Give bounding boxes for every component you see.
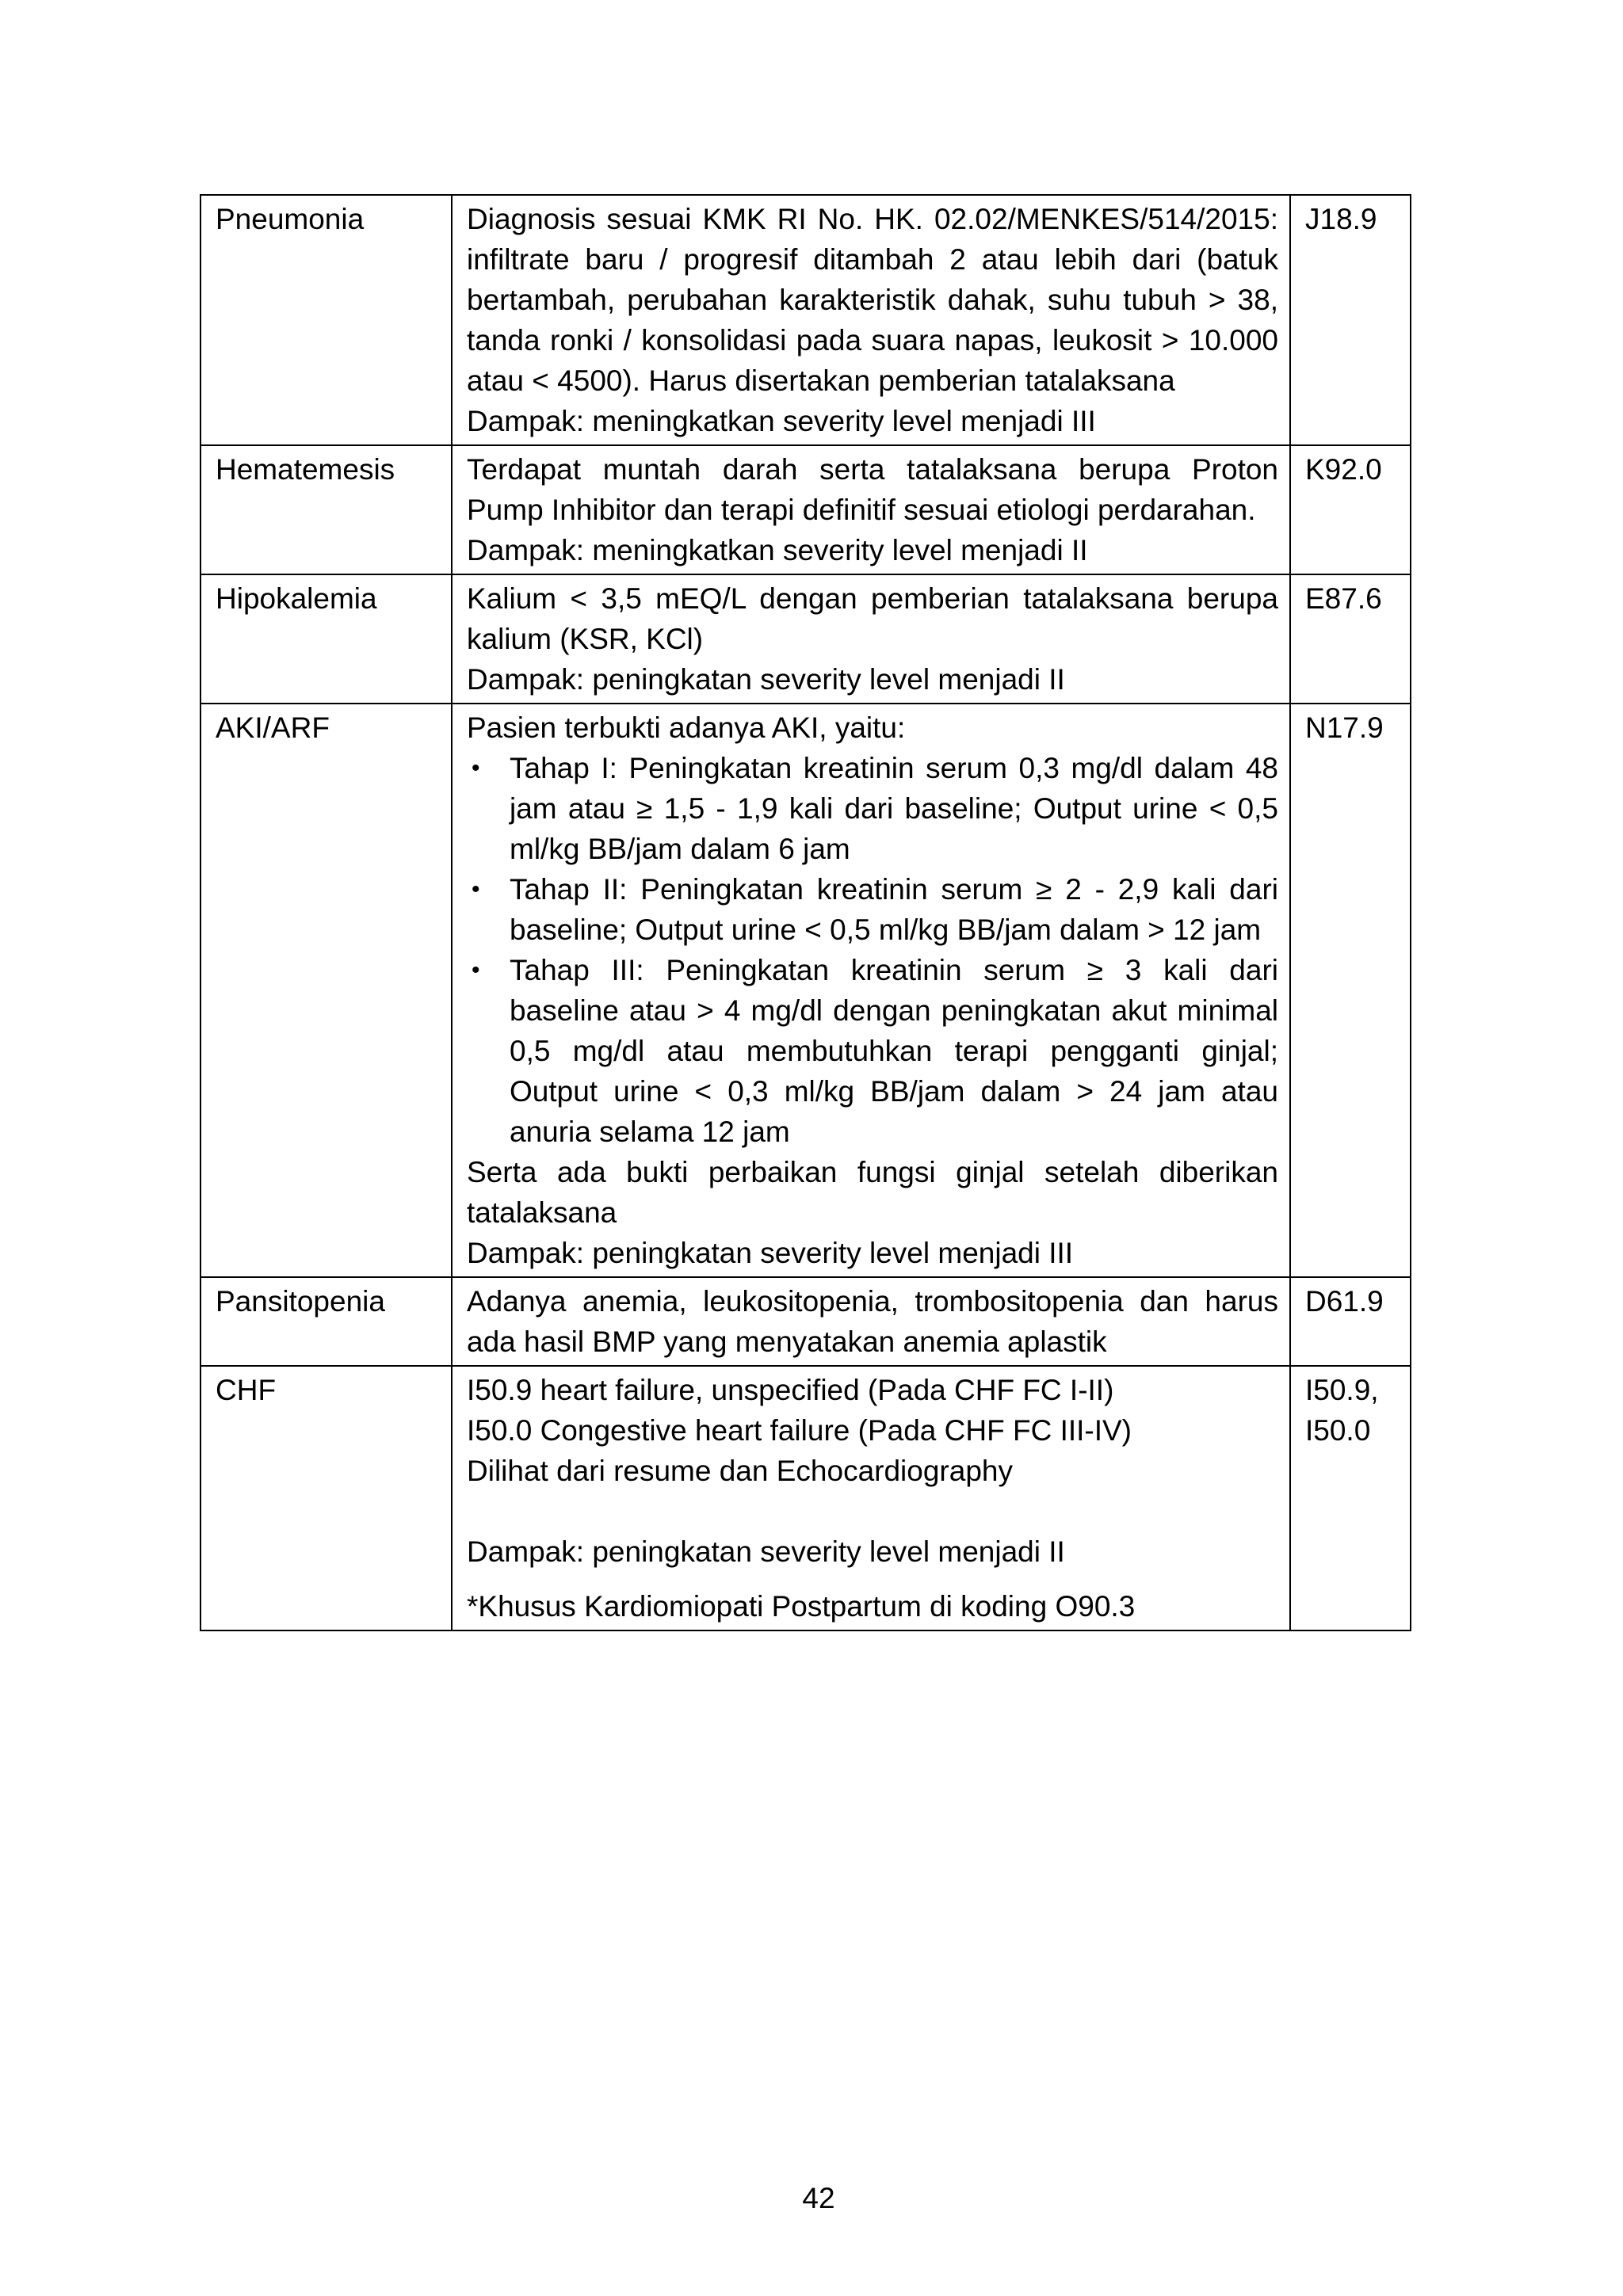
- table-row: [200, 574, 1411, 704]
- diagnosis-name: Pansitopenia: [200, 1277, 452, 1366]
- description-paragraph: Serta ada bukti perbaikan fungsi ginjal setelah diberikan tatalaksana: [467, 1156, 1278, 1229]
- diagnosis-description: [452, 445, 1290, 574]
- icd-code: [1290, 1366, 1411, 1630]
- code-value: I50.0: [1305, 1414, 1371, 1447]
- impact-text: Dampak: peningkatan severity level menjadi II: [467, 663, 1065, 696]
- diagnosis-name: Hematemesis: [200, 445, 452, 574]
- diagnosis-name: Pneumonia: [200, 195, 452, 445]
- code-value: K92.0: [1305, 453, 1382, 486]
- stage-text: Tahap I: Peningkatan kreatinin serum 0,3 mg/dl dalam 48 jam atau ≥ 1,5 - 1,9 kali dari baseline; Output urine < 0,5 ml/kg BB/jam dalam 6 jam: [510, 752, 1278, 865]
- stage-item: [467, 869, 1278, 950]
- impact-text: Dampak: meningkatkan severity level menjadi II: [467, 534, 1088, 566]
- spacer: [467, 1572, 1278, 1586]
- diagnosis-description: [452, 195, 1290, 445]
- table-row: [200, 704, 1411, 1277]
- description-intro: Pasien terbukti adanya AKI, yaitu:: [467, 711, 906, 744]
- description-paragraph: Diagnosis sesuai KMK RI No. HK. 02.02/MENKES/514/2015: infiltrate baru / progresif ditambah 2 atau lebih dari (batuk bertambah, perubahan karakteristik dahak, suhu tubuh > 38, tanda ronki / konsolidasi pada suara napas, leukosit > 10.000 atau < 4500). Harus disertakan pemberian tatalaksana: [467, 203, 1278, 397]
- page-number: 42: [802, 2182, 835, 2214]
- diagnosis-description: [452, 1277, 1290, 1366]
- stage-item: [467, 950, 1278, 1152]
- description-paragraph: Terdapat muntah darah serta tatalaksana berupa Proton Pump Inhibitor dan terapi definitif sesuai etiologi perdarahan.: [467, 453, 1278, 526]
- stage-item: [467, 748, 1278, 869]
- icd-code: [1290, 574, 1411, 704]
- diagnosis-description: [452, 574, 1290, 704]
- table-row: [200, 445, 1411, 574]
- stage-list: [467, 748, 1278, 1152]
- code-value: D61.9: [1305, 1285, 1384, 1318]
- bullet-icon: •: [472, 957, 480, 983]
- criteria-table: [200, 194, 1411, 1631]
- description-paragraph: Kalium < 3,5 mEQ/L dengan pemberian tatalaksana berupa kalium (KSR, KCl): [467, 582, 1278, 655]
- stage-text: Tahap II: Peningkatan kreatinin serum ≥ 2 - 2,9 kali dari baseline; Output urine < 0,5 ml/kg BB/jam dalam > 12 jam: [510, 873, 1278, 946]
- diagnosis-description: [452, 1366, 1290, 1630]
- impact-text: Dampak: peningkatan severity level menjadi II: [467, 1535, 1065, 1568]
- impact-text: Dampak: meningkatkan severity level menjadi III: [467, 405, 1096, 437]
- diagnosis-description: [452, 704, 1290, 1277]
- diagnosis-name: CHF: [200, 1366, 452, 1630]
- table-row: [200, 1366, 1411, 1630]
- stage-text: Tahap III: Peningkatan kreatinin serum ≥ 3 kali dari baseline atau > 4 mg/dl dengan peningkatan akut minimal 0,5 mg/dl atau membutuhkan terapi pengganti ginjal; Output urine < 0,3 ml/kg BB/jam dalam > 24 jam atau anuria selama 12 jam: [510, 954, 1278, 1148]
- description-paragraph: Adanya anemia, leukositopenia, trombositopenia dan harus ada hasil BMP yang menyatakan anemia aplastik: [467, 1285, 1278, 1358]
- icd-code: [1290, 1277, 1411, 1366]
- description-line: I50.9 heart failure, unspecified (Pada CHF FC I-II): [467, 1374, 1114, 1406]
- code-value: I50.9,: [1305, 1374, 1379, 1406]
- diagnosis-name: AKI/ARF: [200, 704, 452, 1277]
- code-value: N17.9: [1305, 711, 1384, 744]
- code-value: J18.9: [1305, 203, 1377, 235]
- table-row: [200, 1277, 1411, 1366]
- footnote-text: *Khusus Kardiomiopati Postpartum di koding O90.3: [467, 1590, 1136, 1623]
- description-line: Dilihat dari resume dan Echocardiography: [467, 1455, 1013, 1487]
- code-value: E87.6: [1305, 582, 1382, 615]
- diagnosis-name: Hipokalemia: [200, 574, 452, 704]
- icd-code: [1290, 704, 1411, 1277]
- icd-code: [1290, 445, 1411, 574]
- table-row: [200, 195, 1411, 445]
- description-line: I50.0 Congestive heart failure (Pada CHF FC III-IV): [467, 1414, 1132, 1447]
- icd-code: [1290, 195, 1411, 445]
- blank-line: [467, 1491, 1278, 1531]
- impact-text: Dampak: peningkatan severity level menjadi III: [467, 1237, 1074, 1269]
- bullet-icon: •: [472, 876, 480, 902]
- bullet-icon: •: [472, 755, 480, 781]
